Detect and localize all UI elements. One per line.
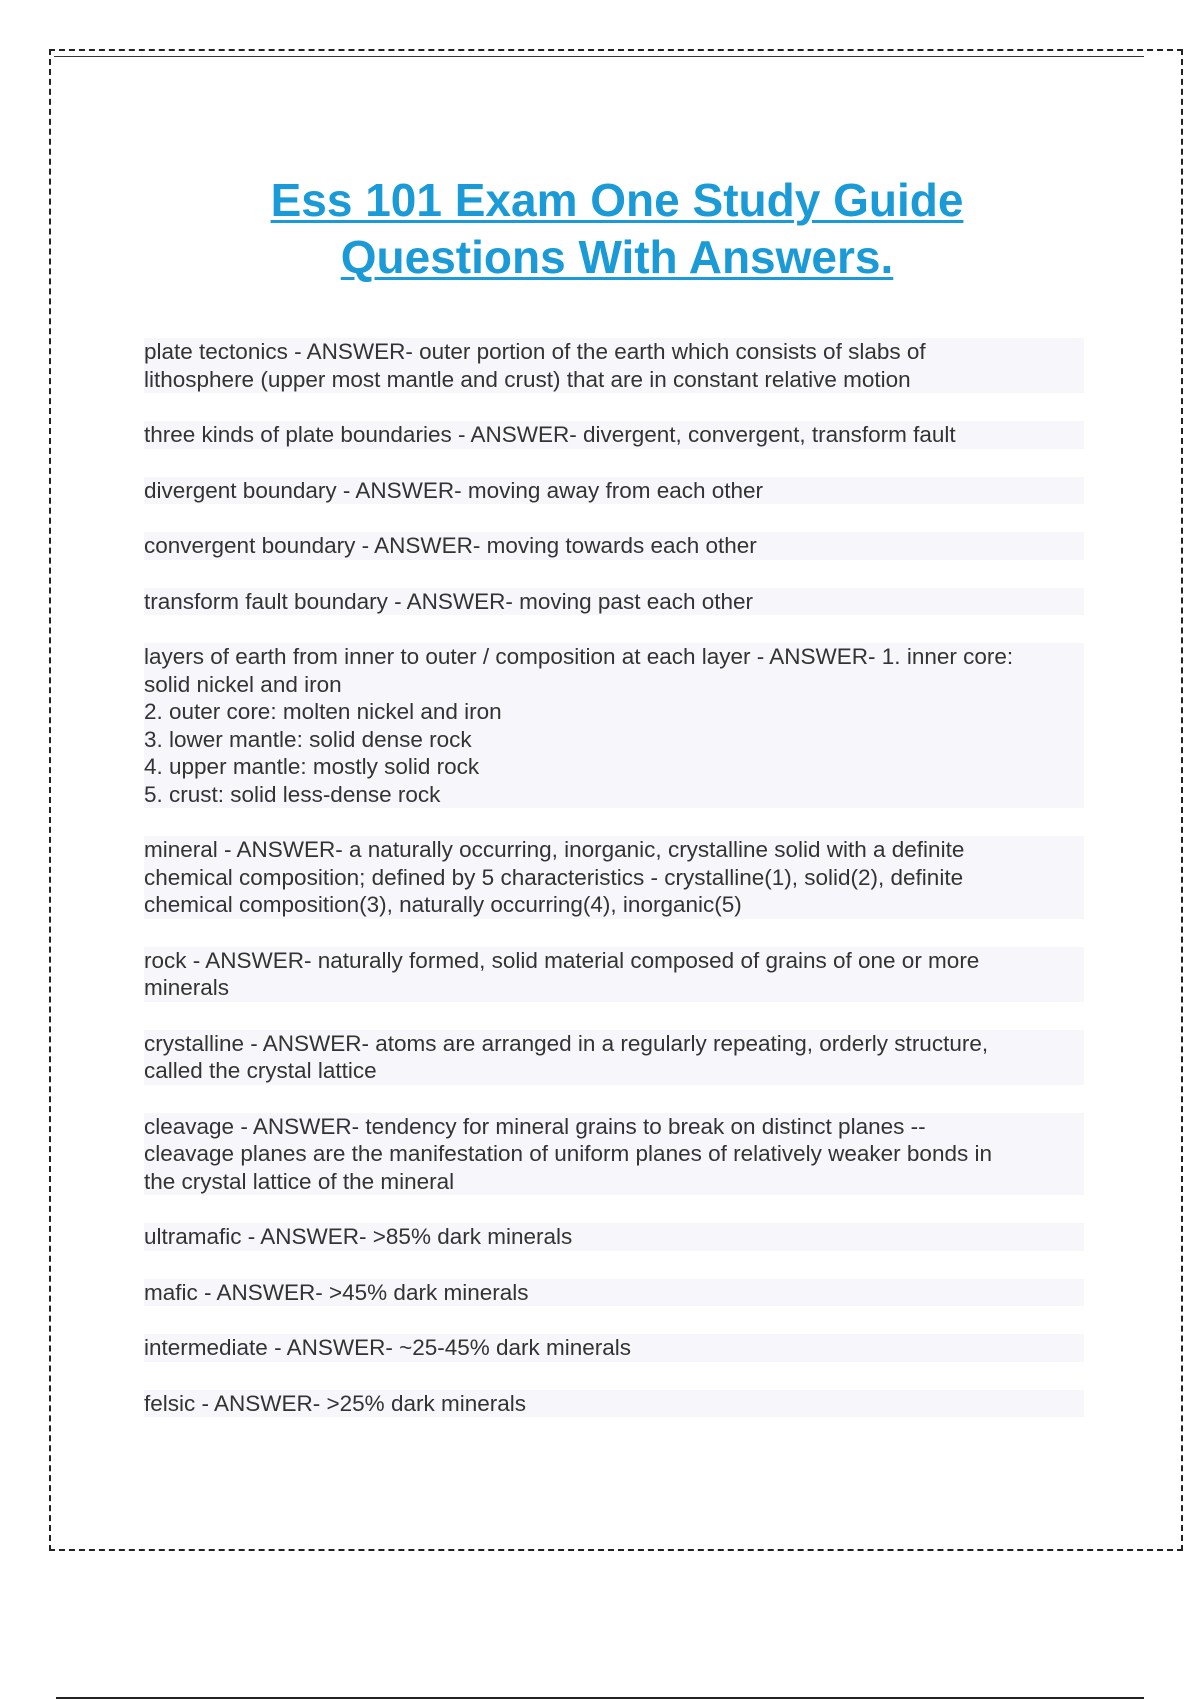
- qa-line: mineral - ANSWER- a naturally occurring, inorganic, crystalline solid with a definite: [144, 837, 965, 862]
- bottom-rule-line: [56, 1697, 1144, 1699]
- qa-line: three kinds of plate boundaries - ANSWER- divergent, convergent, transform fault: [144, 422, 956, 447]
- qa-item-felsic: [144, 1390, 1084, 1418]
- qa-line: mafic - ANSWER- >45% dark minerals: [144, 1279, 529, 1305]
- qa-line: the crystal lattice of the mineral: [144, 1168, 455, 1194]
- qa-line: ultramafic - ANSWER- >85% dark minerals: [144, 1224, 573, 1249]
- qa-line: felsic - ANSWER- >25% dark minerals: [144, 1390, 526, 1416]
- qa-line: chemical composition(3), naturally occurring(4), inorganic(5): [144, 892, 742, 917]
- qa-item-earth-layers: [144, 643, 1084, 808]
- qa-line: cleavage planes are the manifestation of uniform planes of relatively weaker bonds in: [144, 1141, 992, 1166]
- qa-line: lithosphere (upper most mantle and crust) that are in constant relative motion: [144, 366, 911, 392]
- qa-line: divergent boundary - ANSWER- moving away from each other: [144, 477, 764, 503]
- qa-item-ultramafic: [144, 1223, 1084, 1251]
- qa-item-rock: [144, 947, 1084, 1002]
- qa-list: [144, 338, 1084, 1445]
- qa-line: 2. outer core: molten nickel and iron: [144, 699, 502, 724]
- qa-line: solid nickel and iron: [144, 671, 342, 697]
- qa-item-crystalline: [144, 1030, 1084, 1085]
- qa-item-divergent-boundary: [144, 477, 1084, 505]
- qa-line: plate tectonics - ANSWER- outer portion of the earth which consists of slabs of: [144, 339, 926, 364]
- qa-line: crystalline - ANSWER- atoms are arranged in a regularly repeating, orderly structure,: [144, 1030, 989, 1056]
- qa-line: chemical composition; defined by 5 characteristics - crystalline(1), solid(2), definite: [144, 864, 964, 890]
- document-title: [100, 172, 1134, 286]
- qa-line: intermediate - ANSWER- ~25-45% dark minerals: [144, 1335, 632, 1360]
- qa-item-cleavage: [144, 1113, 1084, 1196]
- qa-line: 3. lower mantle: solid dense rock: [144, 726, 472, 752]
- qa-item-convergent-boundary: [144, 532, 1084, 560]
- qa-line: cleavage - ANSWER- tendency for mineral grains to break on distinct planes --: [144, 1113, 926, 1139]
- qa-line: layers of earth from inner to outer / composition at each layer - ANSWER- 1. inner core:: [144, 644, 1014, 669]
- qa-line: rock - ANSWER- naturally formed, solid material composed of grains of one or more: [144, 947, 980, 973]
- qa-line: 4. upper mantle: mostly solid rock: [144, 754, 480, 779]
- qa-item-transform-fault-boundary: [144, 588, 1084, 616]
- title-line-2: Questions With Answers.: [340, 231, 894, 283]
- title-line-1: Ess 101 Exam One Study Guide: [270, 174, 964, 226]
- qa-line: called the crystal lattice: [144, 1058, 377, 1083]
- qa-line: convergent boundary - ANSWER- moving towards each other: [144, 533, 757, 558]
- qa-item-plate-tectonics: [144, 338, 1084, 393]
- qa-line: minerals: [144, 975, 230, 1000]
- qa-line: transform fault boundary - ANSWER- moving past each other: [144, 588, 754, 614]
- qa-item-plate-boundaries: [144, 421, 1084, 449]
- qa-line: 5. crust: solid less-dense rock: [144, 781, 441, 807]
- qa-item-intermediate: [144, 1334, 1084, 1362]
- qa-item-mafic: [144, 1279, 1084, 1307]
- qa-item-mineral: [144, 836, 1084, 919]
- top-rule-line: [54, 56, 1144, 57]
